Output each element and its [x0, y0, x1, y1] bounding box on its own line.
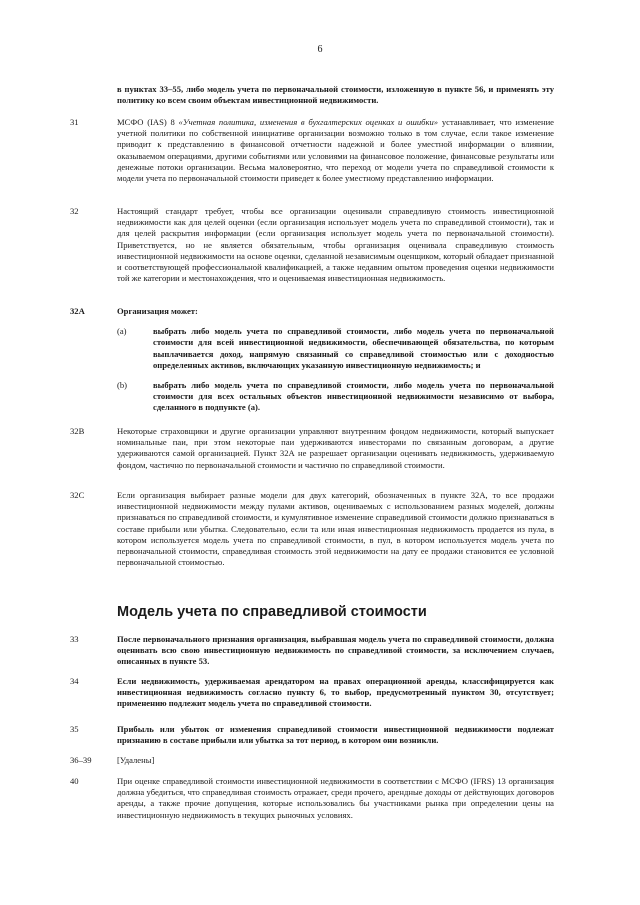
text-run: МСФО (IAS) 8: [117, 117, 179, 127]
paragraph-text: [Удалены]: [117, 755, 155, 765]
paragraph-number: 31: [70, 117, 79, 127]
paragraph-number: 32C: [70, 490, 85, 500]
paragraph-text: Некоторые страховщики и другие организации управляют внутренним фондом недвижимости, который выпускает номинальные паи, при этом некоторые паи удерживаются инвесторами по связанным договорам, а другие удерживаются самой организацией. Пункт 32А не разрешает организации оценивать недвижимость, удерживаемую фондом, частично по первоначальной стоимости и частично по справедливой стоимости.: [117, 426, 554, 470]
subparagraph-letter: (b): [117, 380, 128, 391]
paragraph-number: 36–39: [70, 755, 92, 765]
subparagraph-text: выбрать либо модель учета по справедливой стоимости, либо модель учета по первоначальной стоимости для всех остальных объектов инвестиционной недвижимости независимо от выбора, сделанного в подпункте (а).: [153, 380, 554, 413]
subparagraph-b: [117, 380, 554, 414]
subparagraph-a: [117, 326, 554, 371]
text-run: устанавливает, что изменение учетной политики по собственной инициативе организации возможно только в том случае, если такое изменение приводит к представлению в финансовой отчетности надежной и более уместной информации о влиянии, оказываемом операциями, другими событиями или условиями на финансовое положение, финансовые результаты или денежные потоки организации. Весьма маловероятно, что переход от модели учета по справедливой стоимости к модели учета по первоначальной стоимости приведет к более уместному представлению информации.: [117, 117, 554, 184]
paragraph-text: При оценке справедливой стоимости инвестиционной недвижимости в соответствии с МСФО (IFRS) 13 организация должна убедиться, что справедливая стоимость отражает, среди прочего, арендные доходы от действующих договоров аренды, а также прочие допущения, которые использовались бы участниками рынка при определении цены на инвестиционную недвижимость в текущих рыночных условиях.: [117, 776, 554, 820]
paragraph-40: [70, 776, 554, 821]
paragraph-32c: [70, 490, 554, 568]
paragraph-number: 34: [70, 676, 79, 686]
section-heading: Модель учета по справедливой стоимости: [117, 604, 427, 620]
paragraph-32a: [70, 306, 554, 414]
paragraph-text: Если недвижимость, удерживаемая арендатором на правах операционной аренды, классифицируется как инвестиционная недвижимость согласно пункту 6, то выбор, предусмотренный пунктом 30, отсутствует; применению подлежит модель учета по справедливой стоимости.: [117, 676, 554, 709]
paragraph-continuation: в пунктах 33–55, либо модель учета по первоначальной стоимости, изложенную в пункте 56, и применять эту политику ко всем своим объектам инвестиционной недвижимости.: [117, 84, 554, 106]
paragraph-33: [70, 634, 554, 668]
paragraph-heading: Организация может:: [117, 306, 198, 316]
paragraph-number: 40: [70, 776, 79, 786]
paragraph-body: [117, 306, 554, 414]
paragraph-number: 32B: [70, 426, 85, 436]
paragraph-32: [70, 206, 554, 284]
paragraph-number: 32A: [70, 306, 85, 316]
paragraph-text: [117, 117, 554, 184]
paragraph-31: [70, 117, 554, 184]
standard-title-italic: «Учетная политика, изменения в бухгалтерских оценках и ошибки»: [178, 117, 439, 127]
paragraph-text: После первоначального признания организация, выбравшая модель учета по справедливой стоимости, должна оценивать всю свою инвестиционную недвижимость по справедливой стоимости, за исключением случаев, описанных в пункте 53.: [117, 634, 554, 667]
subparagraph-text: выбрать либо модель учета по справедливой стоимости, либо модель учета по первоначальной стоимости для всей инвестиционной недвижимости, обеспечивающей обязательства, по которым выплачивается доход, напрямую связанный со справедливой стоимостью или с доходностью определенных активов, включающих указанную инвестиционную недвижимость; и: [153, 326, 554, 370]
paragraph-36-39: [70, 755, 554, 766]
paragraph-number: 32: [70, 206, 79, 216]
paragraph-text: Прибыль или убыток от изменения справедливой стоимости инвестиционной недвижимости подлежат признанию в составе прибыли или убытка за тот период, в котором они возникли.: [117, 724, 554, 746]
paragraph-number: 35: [70, 724, 79, 734]
paragraph-text: Если организация выбирает разные модели для двух категорий, обозначенных в пункте 32А, то все продажи инвестиционной недвижимости между пулами активов, оцениваемых с использованием разных моделей, должны признаваться по справедливой стоимости, и кумулятивное изменение справедливой стоимости должно признаваться в составе прибыли или убытка. Следовательно, если та или иная инвестиционная недвижимость продается из пула, в котором используется модель учета по справедливой стоимости, в пул, в котором используется модель учета по первоначальной стоимости, справедливая стоимость этой недвижимости на дату ее продажи становится ее условной первоначальной стоимостью.: [117, 490, 554, 568]
subparagraph-letter: (a): [117, 326, 127, 337]
paragraph-35: [70, 724, 554, 746]
paragraph-number: 33: [70, 634, 79, 644]
paragraph-32b: [70, 426, 554, 471]
paragraph-34: [70, 676, 554, 710]
paragraph-text: Настоящий стандарт требует, чтобы все организации оценивали справедливую стоимость инвестиционной недвижимости как для целей оценки (если организация использует модель учета по справедливой стоимости), так и для целей раскрытия информации (если организация использует модель учета по первоначальной стоимости). Приветствуется, но не является обязательным, чтобы организация оценивала справедливую стоимость инвестиционной недвижимости на основе оценки, сделанной независимым оценщиком, который обладает признанной и соответствующей профессиональной квалификацией, а также недавним опытом проведения оценки недвижимости той же категории и местонахождения, что и оцениваемая инвестиционная недвижимость.: [117, 206, 554, 284]
page-number: 6: [317, 44, 323, 55]
